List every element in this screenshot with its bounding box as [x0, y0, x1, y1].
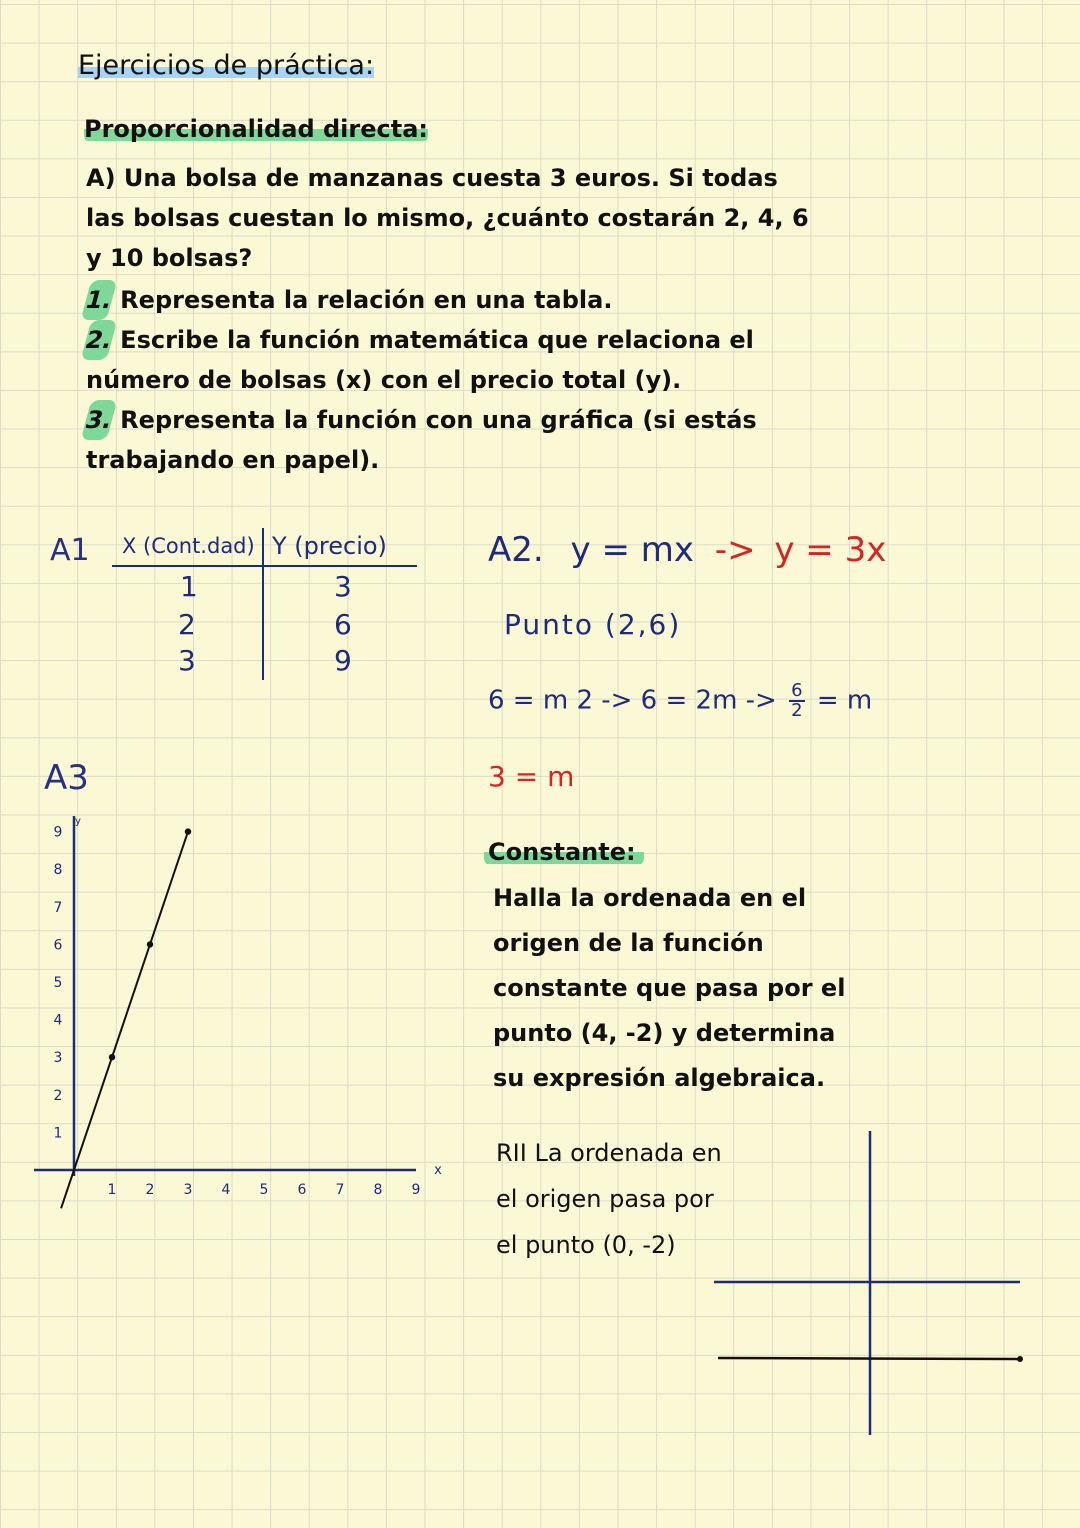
x-axis-label: x: [434, 1163, 442, 1178]
arrow: ->: [714, 530, 756, 570]
a1-label: A1: [50, 533, 90, 568]
point-note: Punto (2,6): [504, 608, 682, 641]
x-tick-label: 7: [335, 1182, 345, 1198]
chart-plot: [34, 816, 442, 1208]
constant-answer: [496, 1130, 722, 1268]
problem-line: su expresión algebraica.: [493, 1064, 826, 1092]
task-item: 2. Escribe la función matemática que relaciona el: [86, 320, 757, 360]
table-cell-x: 2: [178, 608, 196, 641]
table-cell-y: 9: [334, 644, 352, 677]
y-tick-label: 6: [53, 937, 63, 954]
a2-label: A2.: [488, 530, 544, 570]
problem-line: A) Una bolsa de manzanas cuesta 3 euros. Si todas: [86, 164, 778, 192]
y-tick-label: 5: [53, 975, 63, 991]
problem-line: constante que pasa por el: [493, 974, 846, 1002]
a2-formula-line: [488, 530, 886, 570]
task-item: 3. Representa la función con una gráfica (si estás: [86, 400, 757, 440]
table-cell-x: 1: [180, 570, 198, 603]
answer-line: el punto (0, -2): [496, 1231, 676, 1259]
y-tick-label: 8: [53, 862, 63, 879]
task-list: [82, 280, 757, 480]
y-tick-label: 3: [53, 1050, 63, 1067]
page-title: Ejercicios de práctica:: [78, 50, 375, 81]
x-tick-label: 4: [221, 1182, 231, 1198]
a3-label: A3: [44, 758, 89, 798]
answer-line: RII La ordenada en: [496, 1139, 722, 1167]
line-graph: [0, 800, 470, 1220]
y-tick-label: 7: [53, 899, 63, 916]
slope-answer: 3 = m: [488, 760, 575, 793]
task-item: trabajando en papel).: [86, 446, 380, 474]
x-tick-label: 3: [183, 1182, 193, 1198]
task-item: 1. Representa la relación en una tabla.: [86, 280, 757, 320]
y-axis-label: y: [75, 816, 81, 827]
constant-function-sketch: [700, 1125, 1040, 1445]
x-tick-label: 5: [259, 1182, 269, 1198]
y-tick-label: 1: [53, 1125, 63, 1142]
table-header-x: X (Cont.dad): [122, 534, 255, 558]
section-heading-direct: Proporcionalidad directa:: [84, 115, 429, 143]
x-tick-label: 2: [145, 1182, 155, 1198]
data-point: [185, 828, 191, 834]
constant-line: [718, 1358, 1020, 1359]
problem-line: y 10 bolsas?: [86, 244, 253, 272]
values-table: [112, 528, 417, 680]
table-cell-x: 3: [178, 644, 196, 677]
result-formula: y = 3x: [774, 530, 887, 570]
line-endpoint: [1017, 1356, 1023, 1362]
y-tick-label: 2: [53, 1087, 63, 1104]
problem-line: punto (4, -2) y determina: [493, 1019, 836, 1047]
answer-line: el origen pasa por: [496, 1185, 714, 1213]
solve-work: 6 = m 2 -> 6 = 2m -> $\frac{6}{2}$ = m: [488, 680, 873, 721]
x-tick-label: 6: [297, 1182, 307, 1198]
table-column-rule: [262, 528, 264, 680]
problem-statement: [86, 158, 809, 278]
data-point: [147, 941, 153, 947]
table-cell-y: 6: [334, 608, 352, 641]
problem-line: Halla la ordenada en el: [493, 884, 807, 912]
table-header-y: Y (precio): [272, 532, 387, 560]
y-tick-label: 4: [53, 1012, 63, 1029]
x-tick-label: 1: [107, 1182, 117, 1198]
section-heading-constant: Constante:: [484, 838, 644, 866]
y-tick-label: 9: [53, 824, 63, 841]
table-header-rule: [112, 565, 417, 567]
constant-problem: [493, 876, 845, 1101]
fraction: $\frac{6}{2}$: [791, 680, 803, 721]
task-item: número de bolsas (x) con el precio total (y).: [86, 366, 682, 394]
x-tick-label: 9: [411, 1182, 421, 1198]
table-cell-y: 3: [334, 570, 352, 603]
data-point: [109, 1054, 115, 1060]
series-line: [61, 832, 188, 1209]
problem-line: las bolsas cuestan lo mismo, ¿cuánto costarán 2, 4, 6: [86, 204, 809, 232]
general-formula: y = mx: [570, 530, 694, 570]
problem-line: origen de la función: [493, 929, 764, 957]
x-tick-label: 8: [373, 1182, 383, 1198]
